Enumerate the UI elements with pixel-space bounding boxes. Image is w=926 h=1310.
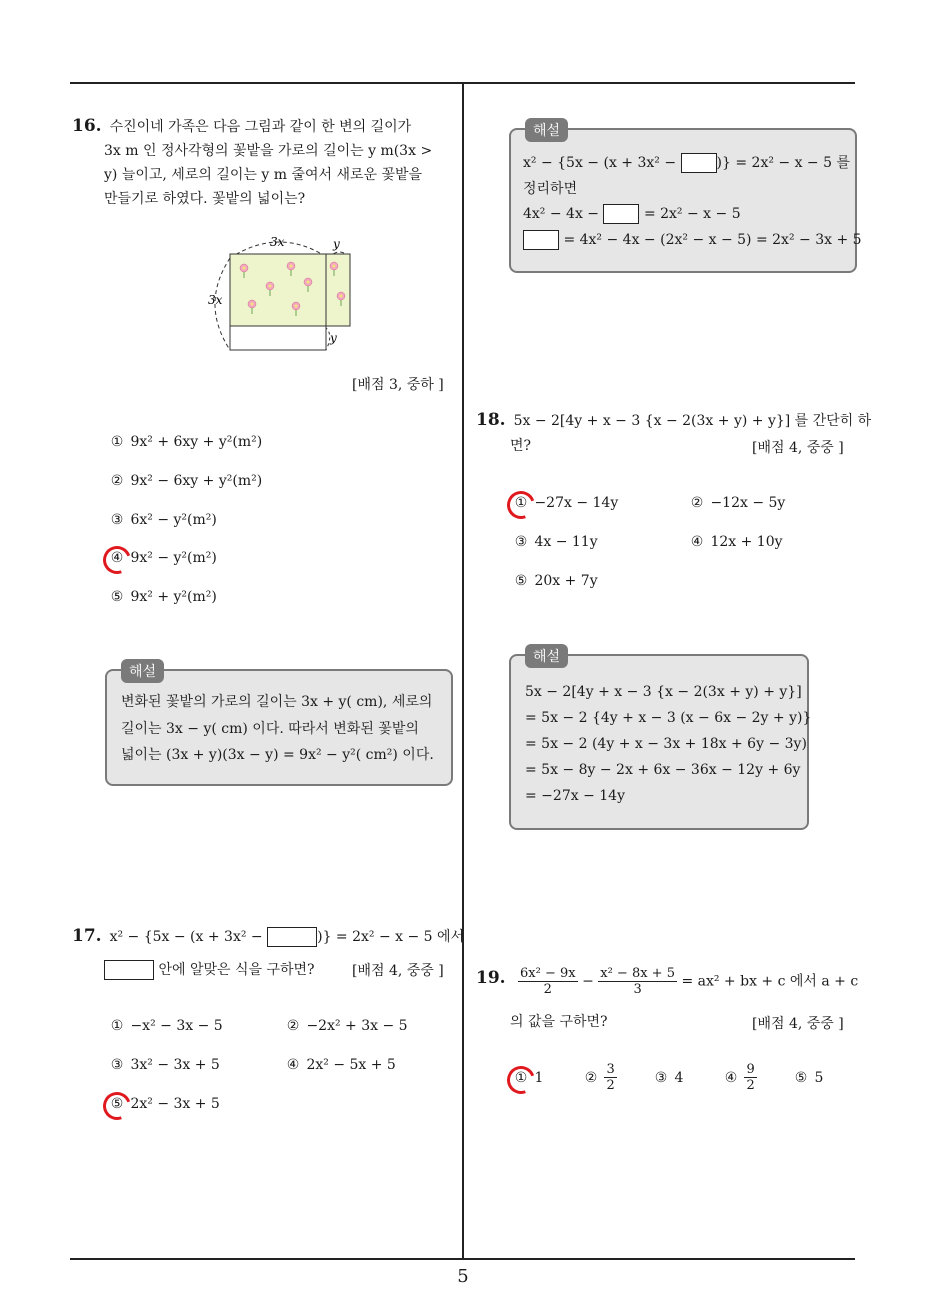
q16-solution-tab: 해설 (121, 659, 164, 683)
q19-minus: − (582, 973, 594, 990)
q16-choice-5[interactable]: ⑤ 9x² + y²(m²) (110, 589, 217, 605)
q17-solution-line-1: x² − {5x − (x + 3x² − )} = 2x² − x − 5 를 (523, 155, 850, 171)
q17-choice-4[interactable]: ④ 2x² − 5x + 5 (286, 1057, 396, 1073)
q17-solution-line-2: 정리하면 (523, 181, 578, 197)
question-17 (72, 924, 464, 949)
q16-solution-line-2: 길이는 3x − y( cm) 이다. 따라서 변화된 꽃밭의 (121, 721, 419, 737)
q19-choice-5[interactable]: ⑤ 5 (794, 1070, 824, 1086)
q18-answer-mark (502, 486, 539, 523)
q19-choice-3[interactable]: ③ 4 (654, 1070, 684, 1086)
q18-number: 18. (476, 410, 506, 430)
q19-answer-mark (502, 1061, 539, 1098)
page-number: 5 (457, 1266, 469, 1287)
q16-choice-1[interactable]: ① 9x² + 6xy + y²(m²) (110, 434, 263, 450)
q17-blank-box-2 (104, 960, 154, 980)
q16-choice-2[interactable]: ② 9x² − 6xy + y²(m²) (110, 473, 263, 489)
q17-answer-mark (98, 1087, 135, 1124)
column-divider (462, 83, 464, 1259)
q18-solution-line-5: = −27x − 14y (525, 788, 625, 804)
fig-label-left: 3x (208, 293, 223, 307)
q17-line-1a: x² − {5x − (x + 3x² − (109, 929, 263, 945)
q17-choice-2[interactable]: ② −2x² + 3x − 5 (286, 1018, 408, 1034)
q17-solution-tab: 해설 (525, 118, 568, 142)
q16-choice-4[interactable]: ④ 9x² − y²(m²) (110, 550, 217, 566)
q17-choice-1[interactable]: ① −x² − 3x − 5 (110, 1018, 223, 1034)
q18-solution-line-2: = 5x − 2 {4y + x − 3 (x − 6x − 2y + y)} (525, 710, 812, 726)
q16-choice-3[interactable]: ③ 6x² − y²(m²) (110, 512, 217, 528)
q16-line-1: 수진이네 가족은 다음 그림과 같이 한 변의 길이가 (109, 119, 412, 135)
q17-solution-line-3: 4x² − 4x − = 2x² − x − 5 (523, 206, 741, 222)
q19-fraction-2: $\frac{\text{x² − 8x + 5}}{3}$ (600, 966, 675, 997)
q19-rest: = ax² + bx + c 에서 a + c (681, 973, 859, 990)
q18-choice-2[interactable]: ② −12x − 5y (690, 495, 786, 511)
q19-meta: [배점 4, 중중 ] (752, 1016, 844, 1032)
q19-fraction-1: $\frac{\text{6x² − 9x}}{2}$ (520, 966, 576, 997)
q16-meta: [배점 3, 중하 ] (352, 377, 444, 393)
q16-solution-box (105, 664, 453, 786)
q18-solution-line-3: = 5x − 2 (4y + x − 3x + 18x + 6y − 3y) (525, 736, 807, 752)
q19-choice-4[interactable]: ④ $\frac{9}{2}$ (724, 1062, 755, 1093)
q18-choice-1[interactable]: ① −27x − 14y (514, 495, 619, 511)
q17-blank-box (267, 927, 317, 947)
q16-line-4: 만들기로 하였다. 꽃밭의 넓이는? (104, 191, 306, 207)
question-18 (476, 408, 871, 433)
q19-number: 19. (476, 968, 506, 988)
q18-solution-box (509, 649, 812, 830)
fig-label-top: 3x (270, 235, 285, 249)
q19-line-2: 의 값을 구하면? (510, 1014, 608, 1030)
q17-line-2: 안에 알맞은 식을 구하면? (104, 958, 315, 982)
q16-answer-mark (98, 541, 135, 578)
q16-number: 16. (72, 116, 102, 136)
q18-choice-4[interactable]: ④ 12x + 10y (690, 534, 783, 550)
q18-line-2: 면? (510, 438, 532, 454)
q17-solution-line-4: = 4x² − 4x − (2x² − x − 5) = 2x² − 3x + 5 (523, 230, 862, 250)
flower-bed-figure (200, 232, 360, 360)
q17-choice-3[interactable]: ③ 3x² − 3x + 5 (110, 1057, 220, 1073)
q18-choice-5[interactable]: ⑤ 20x + 7y (514, 573, 598, 589)
q18-solution-tab: 해설 (525, 644, 568, 668)
q18-solution-line-1: 5x − 2[4y + x − 3 {x − 2(3x + y) + y}] (525, 684, 802, 700)
fig-label-top-right: y (333, 237, 340, 251)
q18-meta: [배점 4, 중중 ] (752, 440, 844, 456)
q17-line-1b: )} = 2x² − x − 5 에서 (317, 929, 465, 945)
q19-choice-2[interactable]: ② $\frac{3}{2}$ (584, 1062, 615, 1093)
q18-line-1: 5x − 2[4y + x − 3 {x − 2(3x + y) + y}] 를 간단히 하 (513, 413, 872, 429)
fig-label-bottom-right: y (330, 331, 337, 345)
q18-choice-3[interactable]: ③ 4x − 11y (514, 534, 598, 550)
q19-choice-1[interactable]: ① 1 (514, 1070, 544, 1086)
q17-choice-5[interactable]: ⑤ 2x² − 3x + 5 (110, 1096, 220, 1112)
q16-line-2: 3x m 인 정사각형의 꽃밭을 가로의 길이는 y m(3x > (104, 143, 433, 159)
q17-meta: [배점 4, 중중 ] (352, 963, 444, 979)
q18-solution-line-4: = 5x − 8y − 2x + 6x − 36x − 12y + 6y (525, 762, 801, 778)
q16-solution-line-3: 넓이는 (3x + y)(3x − y) = 9x² − y²( cm²) 이다. (121, 747, 434, 763)
q16-line-3: y) 늘이고, 세로의 길이는 y m 줄여서 새로운 꽃밭을 (104, 167, 423, 183)
q17-number: 17. (72, 926, 102, 946)
q16-solution-line-1: 변화된 꽃밭의 가로의 길이는 3x + y( cm), 세로의 (121, 694, 433, 710)
question-19 (476, 966, 858, 997)
q17-solution-box (509, 123, 862, 273)
question-16 (72, 114, 456, 211)
q16-text (72, 114, 456, 211)
